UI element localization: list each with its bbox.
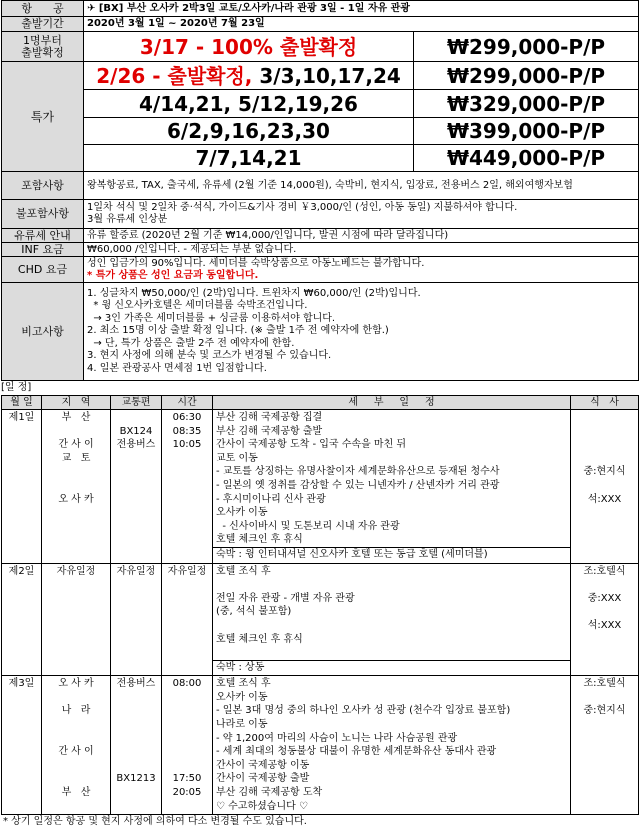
special-price: ₩299,000-P/P — [414, 62, 639, 90]
schedule-day-2 — [2, 563, 639, 676]
special-price: ₩399,000-P/P — [414, 118, 639, 145]
schedule-line: BX1213 — [116, 773, 156, 785]
header-day: 월 일 — [2, 396, 42, 410]
schedule-line — [165, 506, 209, 520]
meal-cell — [571, 563, 639, 676]
schedule-line — [574, 605, 635, 619]
schedule-line — [165, 465, 209, 479]
chd-row — [2, 257, 639, 283]
day-label: 제3일 — [2, 676, 42, 815]
schedule-line — [574, 732, 635, 746]
fuel-value: 유류 할증료 (2020년 2월 기준 ₩14,000/인입니다, 발권 시점에 따라 달라집니다) — [84, 229, 639, 243]
schedule-line: 10:05 — [172, 439, 202, 451]
schedule-line — [216, 578, 567, 592]
special-row — [2, 118, 639, 145]
confirmed-label-line-2: 출발확정 — [21, 45, 64, 59]
schedule-line — [45, 425, 107, 439]
schedule-line: 나라로 이동 — [216, 719, 268, 731]
schedule-line: 중:XXX — [587, 592, 622, 604]
schedule-line: 08:35 — [172, 425, 202, 437]
schedule-line — [114, 506, 158, 520]
chd-line: 성인 입금가의 90%입니다. 세미더블 숙박상품으로 아동노베드는 불가합니다. — [87, 257, 425, 269]
excluded-label: 불포함사항 — [2, 200, 84, 229]
remark-line: 2. 최소 15명 이상 출발 확정 입니다. (※ 출발 1주 전 예약자에 한함.) — [87, 325, 389, 337]
period-label: 출발기간 — [2, 17, 84, 32]
remarks-row — [2, 283, 639, 381]
schedule-line: 숙박 : 상동 — [213, 660, 570, 675]
confirmed-dates: 3/17 - 100% 출발확정 — [84, 32, 414, 62]
airline-row — [2, 1, 639, 17]
schedule-line — [114, 493, 158, 507]
schedule-line: 간 사 이 — [58, 439, 94, 451]
schedule-line: 20:05 — [172, 787, 202, 799]
remark-line: 3. 현지 사정에 의해 분숙 및 코스가 변경될 수 있습니다. — [87, 350, 332, 362]
schedule-line — [165, 718, 209, 732]
special-dates — [84, 62, 414, 90]
schedule-line: - 신사이바시 및 도톤보리 시내 자유 관광 — [216, 520, 400, 532]
schedule-line — [165, 691, 209, 705]
schedule-line: 부 산 — [61, 412, 91, 423]
schedule-line — [45, 479, 107, 493]
time-cell — [162, 563, 213, 676]
inf-value: ₩60,000 /인입니다. - 제공되는 부분 없습니다. — [84, 243, 639, 257]
schedule-line — [114, 759, 158, 773]
schedule-line: 호텔 체크인 후 휴식 — [216, 633, 303, 645]
schedule-footnote: * 상기 일정은 항공 및 현지 사정에 의하여 다소 변경될 수도 있습니다. — [3, 816, 307, 828]
schedule-line — [165, 520, 209, 534]
schedule-line — [114, 520, 158, 534]
schedule-line: 오사카 이동 — [216, 691, 268, 703]
schedule-line: 교 토 — [61, 452, 91, 464]
schedule-line — [45, 465, 107, 479]
schedule-line: 중:현지식 — [583, 466, 626, 478]
excluded-line: 1일차 석식 및 2일차 중·석식, 가이드&기사 경비 ￥3,000/인 (성인, 아동 동일) 지불하셔야 합니다. — [87, 202, 518, 213]
schedule-line: 교토 이동 — [216, 452, 258, 464]
inf-row — [2, 243, 639, 257]
schedule-line — [114, 745, 158, 759]
schedule-line: 전용버스 — [116, 439, 156, 451]
day-label: 제2일 — [2, 563, 42, 676]
schedule-line — [165, 759, 209, 773]
schedule-line — [165, 547, 209, 561]
schedule-line: 오사카 이동 — [216, 507, 268, 519]
schedule-line: 석:XXX — [587, 619, 622, 631]
schedule-line: - 세계 최대의 청동불상 대불이 유명한 세계문화유산 동대사 관광 — [216, 746, 497, 758]
schedule-line — [216, 646, 567, 660]
schedule-line — [574, 578, 635, 592]
schedule-header-row — [2, 396, 639, 410]
schedule-line: 17:50 — [172, 773, 202, 785]
schedule-line — [574, 786, 635, 800]
schedule-line: 부산 김해 국제공항 출발 — [216, 425, 323, 437]
remark-line: 1. 싱글차지 ₩50,000/인 (2박)입니다. 트윈차지 ₩60,000/인 (2박)입니다. — [87, 287, 421, 299]
confirmed-row — [2, 32, 639, 62]
special-row — [2, 145, 639, 172]
schedule-line — [114, 547, 158, 561]
schedule-line: 자유일정 — [116, 565, 156, 577]
chd-value — [84, 257, 639, 283]
header-region: 지 역 — [42, 396, 111, 410]
schedule-line — [574, 425, 635, 439]
schedule-line — [45, 520, 107, 534]
schedule-line: 석:XXX — [587, 493, 622, 505]
schedule-line — [574, 633, 635, 647]
transport-cell — [111, 563, 162, 676]
special-dates: 6/2,9,16,23,30 — [84, 118, 414, 145]
remark-line: → 3인 가족은 세미더블룸 + 싱글룸 이용하셔야 합니다. — [87, 312, 336, 324]
schedule-line — [114, 732, 158, 746]
schedule-line: - 후시미이나리 신사 관광 — [216, 493, 326, 505]
region-cell — [42, 676, 111, 815]
schedule-line: 간 사 이 — [58, 746, 94, 758]
schedule-line — [574, 660, 635, 674]
schedule-line — [574, 452, 635, 466]
schedule-line — [574, 520, 635, 534]
header-transport: 교통편 — [111, 396, 162, 410]
schedule-line — [574, 533, 635, 547]
schedule-line — [574, 438, 635, 452]
schedule-line: 숙박 : 윙 인터내셔널 신오사카 호텔 또는 동급 호텔 (세미더블) — [213, 547, 570, 562]
detail-cell — [213, 563, 571, 676]
confirmed-label — [2, 32, 84, 62]
schedule-line — [574, 506, 635, 520]
schedule-line — [45, 691, 107, 705]
schedule-line — [114, 533, 158, 547]
confirmed-label-line-1: 1명부터 — [23, 33, 62, 47]
detail-cell — [213, 676, 571, 815]
schedule-line: 호텔 조식 후 — [216, 565, 271, 577]
special-dates-black: 3/3,10,17,24 — [252, 63, 401, 88]
schedule-line: 간사이 국제공항 도착 - 입국 수속을 마친 뒤 — [216, 439, 407, 451]
meal-cell — [571, 410, 639, 564]
chd-special-note: * 특가 상품은 성인 요금과 동일합니다. — [87, 269, 259, 281]
schedule-line: ♡ 수고하셨습니다 ♡ — [216, 800, 308, 812]
schedule-line: 간사이 국제공항 이동 — [216, 759, 310, 771]
excluded-row — [2, 200, 639, 229]
schedule-line: 오 사 카 — [58, 678, 94, 690]
special-dates-red: 2/26 - 출발확정, — [96, 63, 253, 88]
schedule-line — [165, 479, 209, 493]
schedule-line — [165, 493, 209, 507]
tour-info-table — [1, 0, 639, 381]
schedule-heading: [일 정] — [1, 382, 32, 393]
schedule-line — [114, 704, 158, 718]
special-dates: 4/14,21, 5/12,19,26 — [84, 90, 414, 118]
special-label: 특가 — [2, 62, 84, 172]
schedule-line: 중:현지식 — [583, 705, 626, 717]
schedule-line: 조:호텔식 — [583, 678, 626, 690]
schedule-line: 오 사 카 — [58, 493, 94, 505]
detail-cell — [213, 410, 571, 564]
schedule-line — [574, 745, 635, 759]
schedule-line: 06:30 — [172, 412, 202, 423]
excluded-value — [84, 200, 639, 229]
schedule-line: 호텔 조식 후 — [216, 678, 271, 690]
schedule-day-3 — [2, 676, 639, 815]
remarks-label: 비고사항 — [2, 283, 84, 381]
remark-line: 4. 일본 관광공사 면세점 1번 입점합니다. — [87, 362, 267, 374]
special-row — [2, 90, 639, 118]
schedule-line: 부산 김해 국제공항 도착 — [216, 787, 323, 799]
schedule-line — [114, 718, 158, 732]
time-cell — [162, 676, 213, 815]
schedule-line: 부산 김해 국제공항 집결 — [216, 412, 323, 423]
schedule-line: (중, 석식 불포함) — [216, 606, 292, 618]
included-row — [2, 172, 639, 200]
schedule-line — [216, 619, 567, 633]
schedule-line: 전용버스 — [116, 678, 156, 690]
remark-line: → 단, 특가 상품은 출발 2주 전 예약자에 한함. — [87, 337, 295, 349]
schedule-line — [45, 732, 107, 746]
schedule-line: 08:00 — [172, 678, 202, 690]
schedule-line — [114, 479, 158, 493]
schedule-line: 부 산 — [61, 787, 91, 799]
airline-value: ✈ [BX] 부산 오사카 2박3일 교토/오사카/나라 관광 3일 - 1일 자유 관광 — [84, 1, 639, 17]
confirmed-price: ₩299,000-P/P — [414, 32, 639, 62]
schedule-day-1 — [2, 410, 639, 564]
schedule-line — [574, 800, 635, 814]
schedule-line — [45, 533, 107, 547]
special-price: ₩449,000-P/P — [414, 145, 639, 172]
remark-line: * 윙 신오사카호텔은 세미더블룸 숙박조건입니다. — [87, 300, 308, 312]
schedule-line — [165, 732, 209, 746]
schedule-line — [114, 786, 158, 800]
region-cell — [42, 410, 111, 564]
fuel-label: 유류세 안내 — [2, 229, 84, 243]
schedule-line — [574, 691, 635, 705]
schedule-line — [165, 533, 209, 547]
header-detail: 세 부 일 정 — [213, 396, 571, 410]
special-price: ₩329,000-P/P — [414, 90, 639, 118]
airline-label: 항 공 — [2, 1, 84, 17]
chd-label: CHD 요금 — [2, 257, 84, 283]
header-meal: 식 사 — [571, 396, 639, 410]
included-value: 왕복항공료, TAX, 출국세, 유류세 (2월 기준 14,000원), 숙박비, 현지식, 입장료, 전용버스 2일, 해외여행자보험 — [84, 172, 639, 200]
schedule-line — [45, 772, 107, 786]
schedule-line — [45, 759, 107, 773]
schedule-line: 전일 자유 관광 - 개별 자유 관광 — [216, 592, 355, 604]
schedule-line: 자유일정 — [167, 565, 207, 577]
special-dates: 7/7,14,21 — [84, 145, 414, 172]
schedule-line: 자유일정 — [56, 565, 96, 577]
schedule-line: 호텔 체크인 후 휴식 — [216, 534, 303, 546]
included-label: 포함사항 — [2, 172, 84, 200]
schedule-table — [1, 395, 639, 815]
schedule-line: - 교토를 상징하는 유명사찰이자 세계문화유산으로 등재된 청수사 — [216, 466, 500, 478]
schedule-line — [574, 411, 635, 425]
schedule-line — [574, 547, 635, 561]
schedule-line — [45, 718, 107, 732]
schedule-line — [574, 772, 635, 786]
schedule-line — [574, 718, 635, 732]
schedule-line — [574, 759, 635, 773]
schedule-line: - 일본의 옛 정취를 감상할 수 있는 니넨자카 / 산넨자카 거리 관광 — [216, 479, 500, 491]
schedule-line — [45, 506, 107, 520]
fuel-row — [2, 229, 639, 243]
inf-label: INF 요금 — [2, 243, 84, 257]
schedule-line: BX124 — [119, 425, 153, 437]
schedule-line: - 일본 3대 명성 중의 하나인 오사카 성 관광 (천수각 입장료 불포함) — [216, 705, 511, 717]
schedule-line — [165, 745, 209, 759]
schedule-line — [574, 479, 635, 493]
schedule-line — [574, 646, 635, 660]
schedule-line — [114, 691, 158, 705]
transport-cell — [111, 676, 162, 815]
time-cell — [162, 410, 213, 564]
period-row — [2, 17, 639, 32]
schedule-line — [165, 704, 209, 718]
period-value: 2020년 3월 1일 ~ 2020년 7월 23일 — [84, 17, 639, 32]
region-cell — [42, 563, 111, 676]
excluded-line: 3월 유류세 인상분 — [87, 214, 168, 225]
header-time: 시간 — [162, 396, 213, 410]
schedule-line — [165, 452, 209, 466]
day-label: 제1일 — [2, 410, 42, 564]
transport-cell — [111, 410, 162, 564]
schedule-line: 조:호텔식 — [583, 565, 626, 577]
schedule-line: - 약 1,200여 마리의 사슴이 노니는 나라 사슴공원 관광 — [216, 732, 458, 744]
schedule-line — [114, 465, 158, 479]
meal-cell — [571, 676, 639, 815]
schedule-line — [45, 547, 107, 561]
schedule-line — [114, 411, 158, 425]
schedule-line: 간사이 국제공항 출발 — [216, 773, 310, 785]
remarks-value — [84, 283, 639, 381]
schedule-line: 나 라 — [61, 705, 91, 717]
schedule-line — [114, 452, 158, 466]
special-row — [2, 62, 639, 90]
